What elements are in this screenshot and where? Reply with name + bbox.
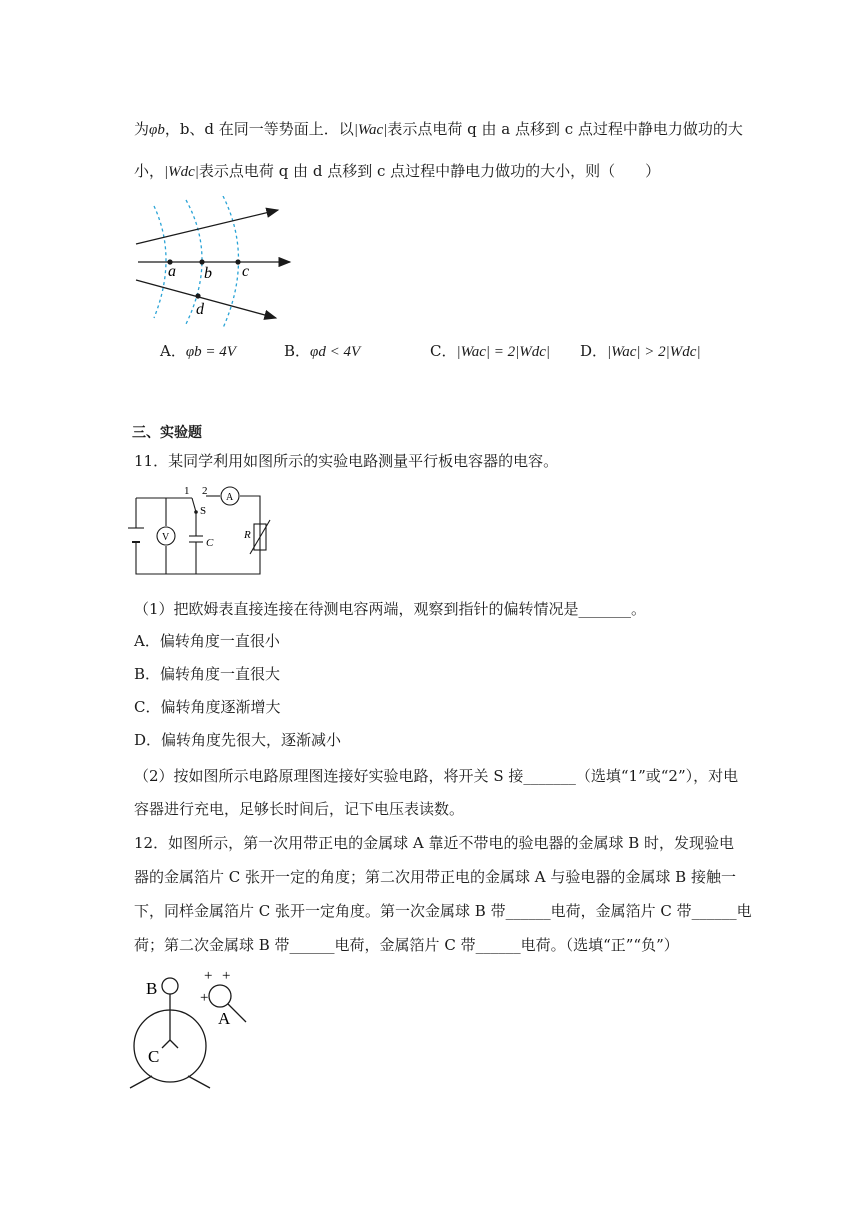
- electroscope-leg-left: [130, 1076, 152, 1088]
- field-line-top: [136, 210, 278, 244]
- circuit-diagram: [126, 486, 272, 578]
- q10-line2: [134, 160, 660, 183]
- option-text: φd < 4V: [310, 344, 361, 360]
- q11-sub2-line2: 容器进行充电，足够长时间后，记下电压表读数。: [134, 800, 465, 818]
- q10-option-d: [580, 340, 701, 361]
- q11-choice-c: C．偏转角度逐渐增大: [134, 698, 281, 716]
- q10-text: 为: [134, 120, 150, 138]
- label-b: b: [204, 265, 212, 282]
- capacitor-label: C: [206, 537, 214, 549]
- option-text: |Wac| = 2|Wdc|: [456, 344, 551, 360]
- q11-choice-a: A．偏转角度一直很小: [134, 632, 280, 650]
- q10-text: 小，: [134, 162, 165, 180]
- plus-sign: +: [200, 990, 209, 1006]
- metal-leaf-right: [170, 1040, 178, 1048]
- q10-option-b: [284, 340, 360, 361]
- switch-label: S: [200, 505, 207, 517]
- circuit-wire: [136, 496, 260, 574]
- plus-sign: +: [222, 968, 231, 984]
- option-text: φb = 4V: [185, 344, 236, 360]
- switch-pos2-label: 2: [202, 486, 208, 497]
- option-text: |Wac| > 2|Wdc|: [607, 344, 701, 360]
- switch-blade: [192, 498, 196, 512]
- label-a: a: [168, 263, 176, 280]
- q11-sub1: （1）把欧姆表直接连接在待测电容两端，观察到指针的偏转情况是_______。: [134, 600, 647, 618]
- q10-text: 表示点电荷 q 由 d 点移到 c 点过程中静电力做功的大小，则（ ）: [198, 162, 661, 180]
- switch-pos1-label: 1: [184, 486, 190, 497]
- q10-text: ，b、d 在同一等势面上．以: [164, 120, 354, 138]
- ammeter-label: A: [226, 492, 234, 503]
- q10-option-c: [430, 340, 550, 361]
- q12-line2: 器的金属箔片 C 张开一定的角度；第二次用带正电的金属球 A 与验电器的金属球 B 接触一: [134, 868, 736, 886]
- q12-line3: 下，同样金属箔片 C 张开一定角度。第一次金属球 B 带______电荷，金属箔片 C 带______电: [134, 902, 752, 920]
- plus-sign: +: [204, 968, 213, 984]
- q11-sub2-line1: （2）按如图所示电路原理图连接好实验电路，将开关 S 接_______（选填“1”或“2”），对电: [134, 767, 739, 785]
- q10-text: 表示点电荷 q 由 a 点移到 c 点过程中静电力做功的大: [387, 120, 743, 138]
- q11-choice-b: B．偏转角度一直很大: [134, 665, 281, 683]
- option-letter: A．: [160, 342, 186, 360]
- label-d: d: [196, 301, 204, 318]
- switch-contact: [194, 510, 198, 514]
- label-c: c: [242, 263, 250, 280]
- q10-line1: [134, 118, 743, 141]
- section-heading: 三、实验题: [132, 425, 202, 441]
- electroscope-leg-right: [188, 1076, 210, 1088]
- q11-stem: 11．某同学利用如图所示的实验电路测量平行板电容器的电容。: [134, 452, 559, 470]
- voltmeter-label: V: [162, 532, 170, 543]
- option-letter: B．: [284, 342, 311, 360]
- label-c: C: [148, 1047, 160, 1066]
- label-a: A: [218, 1009, 231, 1028]
- phi-b-symbol: φb: [149, 122, 165, 138]
- field-line-bottom: [136, 280, 276, 318]
- w-ac-symbol: |Wac|: [353, 122, 388, 138]
- label-b: B: [146, 979, 158, 998]
- q12-line4: 荷；第二次金属球 B 带______电荷，金属箔片 C 带______电荷。（选填“正”“负”）: [134, 936, 679, 954]
- point-d: [195, 293, 200, 298]
- point-b: [199, 259, 204, 264]
- option-letter: D．: [580, 342, 608, 360]
- metal-ball-a: [209, 985, 231, 1007]
- q12-line1: 12．如图所示，第一次用带正电的金属球 A 靠近不带电的验电器的金属球 B 时，发现验电: [134, 834, 735, 852]
- field-lines-figure: [130, 196, 305, 331]
- w-dc-symbol: |Wdc|: [164, 164, 199, 180]
- resistor-label: R: [244, 529, 251, 541]
- point-c: [235, 259, 240, 264]
- insulating-handle: [228, 1004, 246, 1022]
- option-letter: C．: [430, 342, 457, 360]
- metal-leaf-left: [162, 1040, 170, 1048]
- electroscope-figure: [124, 962, 254, 1092]
- metal-ball-b: [162, 978, 178, 994]
- q10-option-a: [160, 340, 236, 361]
- q11-choice-d: D．偏转角度先很大，逐渐减小: [134, 731, 342, 749]
